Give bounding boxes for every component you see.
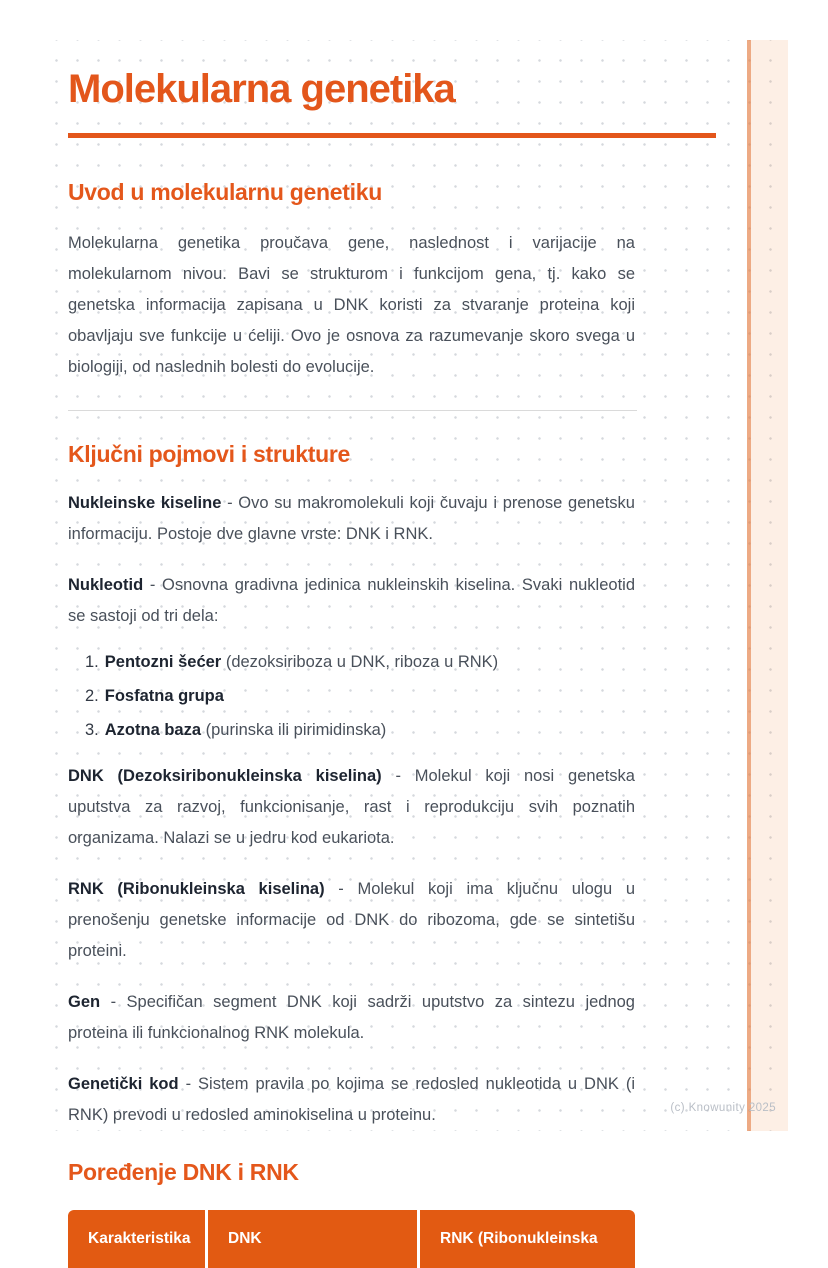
section-heading-intro: Uvod u molekularnu genetiku [68, 179, 382, 205]
list-item [85, 685, 788, 707]
term-paragraph-geneticki-kod [68, 1069, 635, 1131]
term-definition: - Molekul koji ima ključnu ulogu u prenošenju genetske informacije od DNK do ribozoma, gde se sintetišu proteini. [68, 880, 635, 960]
intro-paragraph: Molekularna genetika proučava gene, naslednost i varijacije na molekularnom nivou. Bavi se strukturom i funkcijom gena, tj. kako se genetska informacija zapisana u DNK koristi za stvaranje proteina koji obavljaju sve funkcije u ćeliji. Ovo je osnova za razumevanje skoro svega u biologiji, od naslednih bolesti do evolucije. [68, 234, 635, 376]
term-definition: - Sistem pravila po kojima se redosled nukleotida u DNK (i RNK) prevodi u redosled aminokiselina u proteinu. [68, 1075, 635, 1124]
document-page [40, 40, 788, 1247]
term-label: Gen [68, 993, 101, 1011]
term-paragraph-nukleinske-kiseline [68, 488, 635, 550]
section-heading-comparison: Poređenje DNK i RNK [68, 1159, 299, 1185]
comparison-table-header-row [68, 1210, 635, 1268]
term-paragraph-dnk [68, 761, 635, 854]
term-paragraph-gen [68, 987, 635, 1049]
list-item-number: 3. [85, 721, 99, 739]
nucleotide-parts-list [85, 651, 788, 741]
term-label: RNK (Ribonukleinska kiselina) [68, 880, 325, 898]
term-definition: - Molekul koji nosi genetska uputstva za razvoj, funkcionisanje, rast i reprodukciju svih poznatih organizama. Nalazi se u jedru kod eukariota. [68, 767, 635, 847]
term-paragraph-nukleotid [68, 570, 635, 632]
list-item-text [105, 685, 224, 707]
list-term-label: Azotna baza [104, 721, 202, 739]
list-term-rest: (purinska ili pirimidinska) [201, 721, 387, 739]
list-item-text [105, 651, 498, 673]
term-definition: - Osnovna gradivna jedinica nukleinskih kiselina. Svaki nukleotid se sastoji od tri dela: [68, 576, 635, 625]
list-item-number: 2. [85, 687, 99, 705]
table-header-rnk: RNK (Ribonukleinska [420, 1210, 635, 1268]
term-label: Genetički kod [68, 1075, 179, 1093]
term-label: Nukleotid [68, 576, 144, 594]
page-content [40, 40, 788, 1268]
title-underline-rule [68, 133, 716, 138]
list-item [85, 719, 788, 741]
list-term-label: Fosfatna grupa [104, 687, 224, 705]
table-header-karakteristika: Karakteristika [68, 1210, 205, 1268]
term-label: DNK (Dezoksiribonukleinska kiselina) [68, 767, 382, 785]
section-divider [68, 410, 637, 411]
page-title: Molekularna genetika [68, 67, 455, 111]
term-definition: - Ovo su makromolekuli koji čuvaju i prenose genetsku informaciju. Postoje dve glavne vrste: DNK i RNK. [68, 494, 635, 543]
list-item-number: 1. [85, 653, 99, 671]
list-item-text [105, 719, 386, 741]
copyright-watermark: (c) Knowunity 2025 [670, 1102, 776, 1114]
term-definition: - Specifičan segment DNK koji sadrži uputstvo za sintezu jednog proteina ili funkcionalnog RNK molekula. [68, 993, 635, 1042]
list-term-label: Pentozni šećer [104, 653, 222, 671]
list-item [85, 651, 788, 673]
term-paragraph-rnk [68, 874, 635, 967]
section-heading-concepts: Ključni pojmovi i strukture [68, 441, 350, 467]
list-term-rest: (dezoksiriboza u DNK, riboza u RNK) [221, 653, 499, 671]
term-label: Nukleinske kiseline [68, 494, 222, 512]
table-header-dnk: DNK [208, 1210, 417, 1268]
